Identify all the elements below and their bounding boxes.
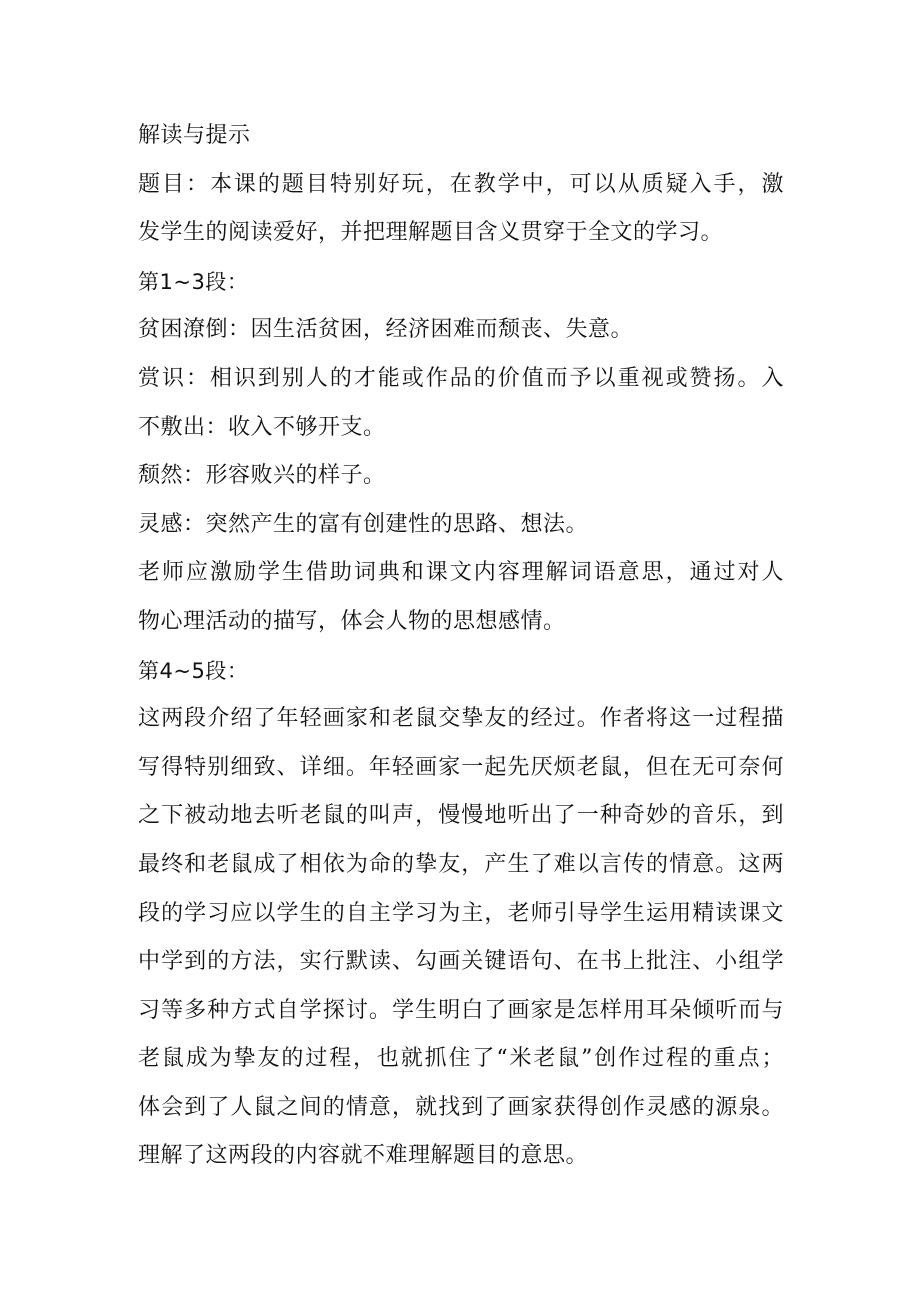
- paragraph-line: 段的学习应以学生的自主学习为主，老师引导学生运用精读课文: [138, 900, 784, 926]
- paragraph-line: 之下被动地去听老鼠的叫声，慢慢地听出了一种奇妙的音乐，到: [138, 803, 784, 829]
- document-body: [138, 112, 784, 1181]
- paragraph-line: 颓然：形容败兴的样子。: [138, 463, 386, 489]
- paragraph-line: 不敷出：收入不够开支。: [138, 414, 386, 440]
- section-heading: 第4~5段：: [138, 658, 249, 683]
- paragraph-line: 习等多种方式自学探讨。学生明白了画家是怎样用耳朵倾听而与: [138, 997, 784, 1023]
- paragraph-line: 老鼠成为挚友的过程，也就抓住了“米老鼠”创作过程的重点；: [138, 1046, 784, 1072]
- document-title: 解读与提示: [138, 123, 251, 148]
- paragraph-line: 物心理活动的描写，体会人物的思想感情。: [138, 608, 566, 634]
- paragraph-line: 最终和老鼠成了相依为命的挚友，产生了难以言传的情意。这两: [138, 851, 784, 877]
- paragraph-line: 写得特别细致、详细。年轻画家一起先厌烦老鼠，但在无可奈何: [138, 754, 784, 780]
- paragraph-line: 中学到的方法，实行默读、勾画关键语句、在书上批注、小组学: [138, 949, 784, 975]
- paragraph-line: 发学生的阅读爱好，并把理解题目含义贯穿于全文的学习。: [138, 220, 724, 246]
- paragraph-line: 灵感：突然产生的富有创建性的思路、想法。: [138, 511, 589, 537]
- paragraph-line: 赏识：相识到别人的才能或作品的价值而予以重视或赞扬。入: [138, 365, 784, 391]
- paragraph-line: 这两段介绍了年轻画家和老鼠交挚友的经过。作者将这一过程描: [138, 706, 784, 732]
- paragraph-line: 贫困潦倒：因生活贫困，经济困难而颓丧、失意。: [138, 317, 634, 343]
- paragraph-line: 理解了这两段的内容就不难理解题目的意思。: [138, 1143, 589, 1169]
- section-heading: 第1~3段：: [138, 269, 249, 294]
- paragraph-line: 老师应激励学生借助词典和课文内容理解词语意思，通过对人: [138, 560, 784, 586]
- paragraph-line: 题目：本课的题目特别好玩，在教学中，可以从质疑入手，激: [138, 171, 784, 197]
- paragraph-line: 体会到了人鼠之间的情意，就找到了画家获得创作灵感的源泉。: [138, 1094, 784, 1120]
